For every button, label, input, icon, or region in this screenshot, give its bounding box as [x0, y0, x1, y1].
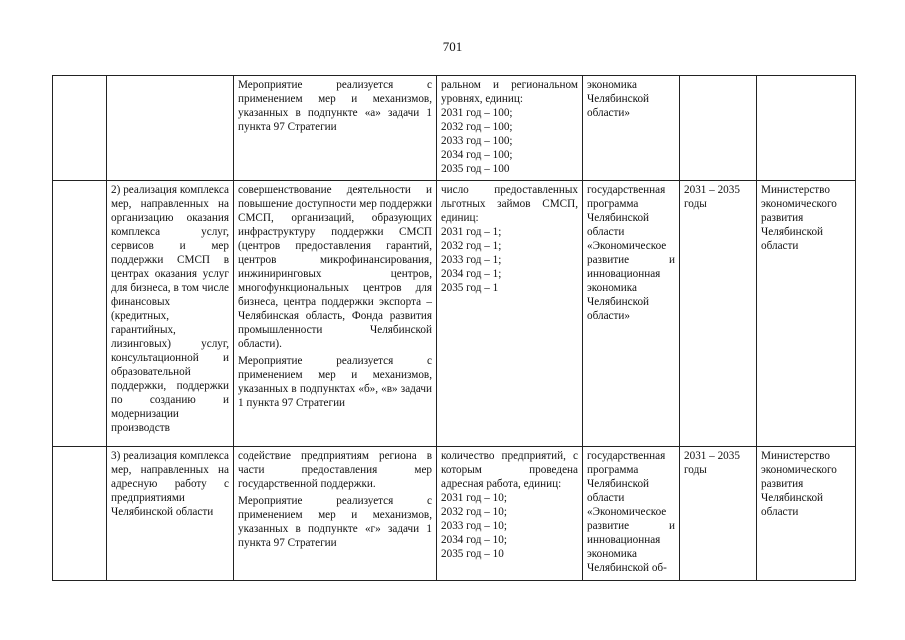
indicator-cell	[437, 76, 583, 181]
indicator-year-value: 2032 год – 1;	[441, 240, 502, 252]
table-row	[53, 181, 856, 447]
measure-paragraph: Мероприятие реализуется с применением мер и механизмов, указанных в подпунктах «б», «в» задачи 1 пункта 97 Стратегии	[238, 355, 432, 409]
row-number-cell	[53, 447, 107, 581]
indicator-year-value: 2035 год – 1	[441, 282, 499, 294]
responsible-cell: Министерство экономического развития Челябинской области	[757, 447, 856, 581]
row-number-cell	[53, 181, 107, 447]
indicator-heading: число предоставленных льготных займов СМСП, единиц:	[441, 184, 578, 224]
measures-table	[52, 75, 856, 581]
measure-cell	[234, 181, 437, 447]
indicator-cell	[437, 447, 583, 581]
indicator-heading: количество предприятий, с которым проведена адресная работа, единиц:	[441, 450, 578, 490]
measure-paragraph: совершенствование деятельности и повышение доступности мер поддержки СМСП, организаций, образующих инфраструктуру поддержки СМСП (центров предоставления гарантий, центров микрофинансирования, инжиниринговых центров, многофункциональных центров для бизнеса, центра поддержки экспорта – Челябинская область, Фонда развития промышленности Челябинской области).	[238, 184, 432, 350]
indicator-year-value: 2033 год – 100;	[441, 135, 513, 147]
measure-paragraph: содействие предприятиям региона в части предоставления мер государственной поддержки.	[238, 450, 432, 490]
indicator-year-value: 2033 год – 1;	[441, 254, 502, 266]
indicator-year-value: 2031 год – 10;	[441, 492, 507, 504]
period-cell: 2031 – 2035 годы	[680, 181, 757, 447]
page-number: 701	[442, 39, 463, 54]
period-cell	[680, 76, 757, 181]
responsible-cell	[757, 76, 856, 181]
measure-paragraph: Мероприятие реализуется с применением мер и механизмов, указанных в подпункте «а» задачи 1 пункта 97 Стратегии	[238, 79, 432, 133]
table-row	[53, 447, 856, 581]
table-row	[53, 76, 856, 181]
row-number-cell	[53, 76, 107, 181]
task-cell: 2) реализация комплекса мер, направленных на организацию оказания комплекса услуг, сервисов и мер поддержки СМСП в центрах оказания услуг для бизнеса, в том числе финансовых (кредитных, гарантийных, лизинговых) услуг, консультационной и образовательной поддержки, поддержки по созданию и модернизации производств	[107, 181, 234, 447]
measure-cell	[234, 76, 437, 181]
program-cell: государственная программа Челябинской области «Экономическое развитие и инновационная экономика Челябинской области»	[583, 181, 680, 447]
program-cell: государственная программа Челябинской области «Экономическое развитие и инновационная экономика Челябинской об-	[583, 447, 680, 581]
indicator-year-value: 2031 год – 100;	[441, 107, 513, 119]
indicator-year-value: 2034 год – 10;	[441, 534, 507, 546]
task-cell	[107, 76, 234, 181]
task-cell: 3) реализация комплекса мер, направленных на адресную работу с предприятиями Челябинской области	[107, 447, 234, 581]
program-cell: экономика Челябинской области»	[583, 76, 680, 181]
indicator-cell	[437, 181, 583, 447]
measure-paragraph: Мероприятие реализуется с применением мер и механизмов, указанных в подпункте «г» задачи 1 пункта 97 Стратегии	[238, 495, 432, 549]
indicator-year-value: 2035 год – 100	[441, 163, 510, 175]
indicator-year-value: 2034 год – 1;	[441, 268, 502, 280]
indicator-year-value: 2032 год – 100;	[441, 121, 513, 133]
indicator-year-value: 2032 год – 10;	[441, 506, 507, 518]
indicator-year-value: 2033 год – 10;	[441, 520, 507, 532]
responsible-cell: Министерство экономического развития Челябинской области	[757, 181, 856, 447]
indicator-year-value: 2034 год – 100;	[441, 149, 513, 161]
indicator-year-value: 2035 год – 10	[441, 548, 504, 560]
indicator-heading: ральном и региональном уровнях, единиц:	[441, 79, 578, 105]
period-cell: 2031 – 2035 годы	[680, 447, 757, 581]
indicator-year-value: 2031 год – 1;	[441, 226, 502, 238]
measure-cell	[234, 447, 437, 581]
